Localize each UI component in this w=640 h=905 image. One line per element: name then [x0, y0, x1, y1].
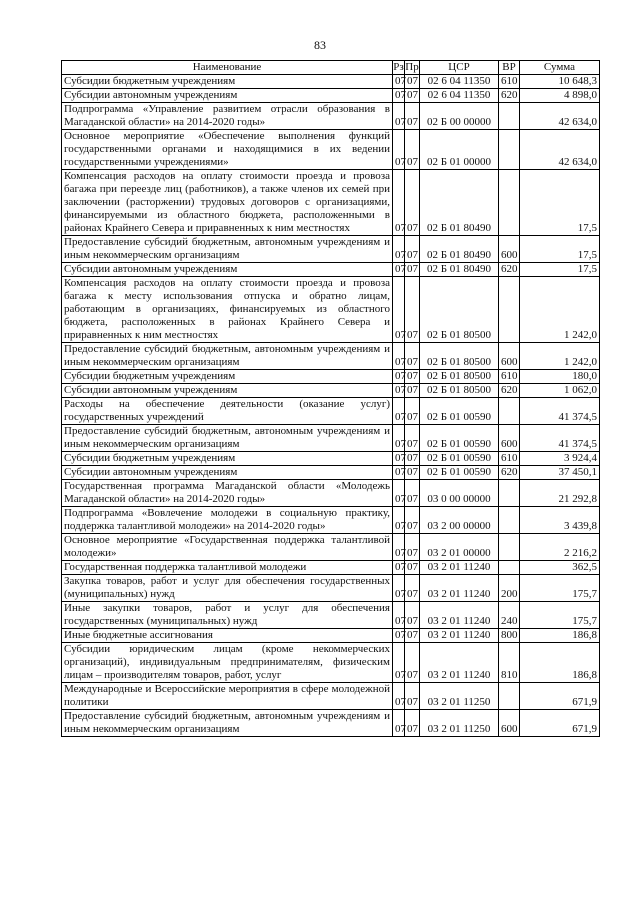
row-rz: 07 [393, 75, 405, 89]
row-pr: 07 [405, 384, 420, 398]
row-name: Подпрограмма «Управление развитием отрасли образования в Магаданской области» на 2014-2020 годы» [62, 103, 393, 130]
row-name: Расходы на обеспечение деятельности (оказание услуг) государственных учреждений [62, 398, 393, 425]
row-rz: 07 [393, 384, 405, 398]
row-rz: 07 [393, 343, 405, 370]
row-vr [499, 561, 520, 575]
row-vr [499, 398, 520, 425]
row-pr: 07 [405, 398, 420, 425]
row-csr: 03 2 01 11240 [420, 575, 499, 602]
row-name: Субсидии автономным учреждениям [62, 89, 393, 103]
row-name: Иные бюджетные ассигнования [62, 629, 393, 643]
row-csr: 02 Б 01 80500 [420, 277, 499, 343]
row-rz: 07 [393, 277, 405, 343]
row-rz: 07 [393, 263, 405, 277]
row-rz: 07 [393, 534, 405, 561]
row-csr: 02 Б 01 00000 [420, 130, 499, 170]
table-row [62, 236, 600, 263]
row-name: Подпрограмма «Вовлечение молодежи в социальную практику, поддержка талантливой молодежи» на 2014-2020 годы» [62, 507, 393, 534]
row-vr [499, 534, 520, 561]
row-vr [499, 130, 520, 170]
row-rz: 07 [393, 561, 405, 575]
row-vr [499, 507, 520, 534]
row-sum: 186,8 [520, 629, 600, 643]
row-csr: 02 Б 01 80500 [420, 343, 499, 370]
row-sum: 186,8 [520, 643, 600, 683]
table-row [62, 561, 600, 575]
row-vr: 200 [499, 575, 520, 602]
table-row [62, 643, 600, 683]
table-row [62, 452, 600, 466]
row-csr: 02 6 04 11350 [420, 89, 499, 103]
row-pr: 07 [405, 452, 420, 466]
row-pr: 07 [405, 75, 420, 89]
row-pr: 07 [405, 370, 420, 384]
table-row [62, 89, 600, 103]
row-pr: 07 [405, 89, 420, 103]
row-name: Субсидии бюджетным учреждениям [62, 75, 393, 89]
row-rz: 07 [393, 398, 405, 425]
row-csr: 02 Б 01 80500 [420, 384, 499, 398]
row-rz: 07 [393, 370, 405, 384]
table-row [62, 343, 600, 370]
row-sum: 41 374,5 [520, 398, 600, 425]
row-csr: 03 2 01 11250 [420, 710, 499, 737]
row-name: Иные закупки товаров, работ и услуг для обеспечения государственных (муниципальных) нужд [62, 602, 393, 629]
table-body [62, 75, 600, 737]
row-pr: 07 [405, 263, 420, 277]
budget-table [61, 60, 600, 737]
header-sum: Сумма [520, 61, 600, 75]
row-name: Компенсация расходов на оплату стоимости проезда и провоза багажа при переезде лиц (работников), а также членов их семей при заключении (расторжении) трудовых договоров с организациями, финансируемыми из областного бюджета, расположенными в районах Крайнего Севера и приравненных к ним местностях [62, 170, 393, 236]
row-sum: 42 634,0 [520, 130, 600, 170]
table-row [62, 466, 600, 480]
row-sum: 3 924,4 [520, 452, 600, 466]
row-vr: 240 [499, 602, 520, 629]
row-vr: 600 [499, 236, 520, 263]
row-rz: 07 [393, 629, 405, 643]
table-row [62, 602, 600, 629]
row-csr: 03 2 01 11240 [420, 561, 499, 575]
table-row [62, 370, 600, 384]
row-vr: 600 [499, 710, 520, 737]
row-rz: 07 [393, 710, 405, 737]
table-header [62, 61, 600, 75]
row-name: Основное мероприятие «Обеспечение выполнения функций государственными органами и находящимися в их ведении государственными учреждениями» [62, 130, 393, 170]
row-sum: 2 216,2 [520, 534, 600, 561]
row-sum: 1 242,0 [520, 277, 600, 343]
row-sum: 1 062,0 [520, 384, 600, 398]
row-rz: 07 [393, 683, 405, 710]
row-sum: 175,7 [520, 602, 600, 629]
row-pr: 07 [405, 236, 420, 263]
row-name: Компенсация расходов на оплату стоимости проезда и провоза багажа к месту использования отпуска и обратно лицам, работающим в организациях, финансируемых из областного бюджета, расположенных в районах Крайнего Севера и приравненных к ним местностях [62, 277, 393, 343]
row-vr: 620 [499, 384, 520, 398]
table-row [62, 130, 600, 170]
table-row [62, 277, 600, 343]
row-sum: 175,7 [520, 575, 600, 602]
table-row [62, 629, 600, 643]
row-csr: 02 Б 01 80490 [420, 236, 499, 263]
row-vr: 610 [499, 370, 520, 384]
row-name: Субсидии юридическим лицам (кроме некоммерческих организаций), индивидуальным предпринимателям, физическим лицам – производителям товаров, работ, услуг [62, 643, 393, 683]
row-pr: 07 [405, 643, 420, 683]
header-vr: ВР [499, 61, 520, 75]
row-name: Основное мероприятие «Государственная поддержка талантливой молодежи» [62, 534, 393, 561]
table-row [62, 507, 600, 534]
page-number: 83 [314, 38, 326, 52]
row-name: Субсидии автономным учреждениям [62, 466, 393, 480]
header-row [62, 61, 600, 75]
row-csr: 03 2 01 00000 [420, 534, 499, 561]
row-name: Государственная поддержка талантливой молодежи [62, 561, 393, 575]
row-vr [499, 480, 520, 507]
row-pr: 07 [405, 130, 420, 170]
row-sum: 17,5 [520, 170, 600, 236]
table-row [62, 103, 600, 130]
row-vr: 610 [499, 452, 520, 466]
row-name: Международные и Всероссийские мероприятия в сфере молодежной политики [62, 683, 393, 710]
row-name: Субсидии автономным учреждениям [62, 384, 393, 398]
row-vr: 800 [499, 629, 520, 643]
row-pr: 07 [405, 480, 420, 507]
row-sum: 10 648,3 [520, 75, 600, 89]
row-pr: 07 [405, 683, 420, 710]
row-sum: 37 450,1 [520, 466, 600, 480]
row-csr: 02 6 04 11350 [420, 75, 499, 89]
row-rz: 07 [393, 170, 405, 236]
row-sum: 42 634,0 [520, 103, 600, 130]
table-row [62, 534, 600, 561]
row-vr [499, 103, 520, 130]
row-sum: 21 292,8 [520, 480, 600, 507]
row-vr: 810 [499, 643, 520, 683]
row-pr: 07 [405, 425, 420, 452]
row-name: Предоставление субсидий бюджетным, автономным учреждениям и иным некоммерческим организациям [62, 236, 393, 263]
row-rz: 07 [393, 480, 405, 507]
row-sum: 671,9 [520, 710, 600, 737]
row-pr: 07 [405, 103, 420, 130]
row-pr: 07 [405, 277, 420, 343]
row-rz: 07 [393, 507, 405, 534]
row-vr: 610 [499, 75, 520, 89]
header-csr: ЦСР [420, 61, 499, 75]
table-row [62, 710, 600, 737]
row-name: Предоставление субсидий бюджетным, автономным учреждениям и иным некоммерческим организациям [62, 343, 393, 370]
row-pr: 07 [405, 170, 420, 236]
table-row [62, 425, 600, 452]
table-row [62, 263, 600, 277]
row-rz: 07 [393, 89, 405, 103]
row-pr: 07 [405, 575, 420, 602]
row-name: Государственная программа Магаданской области «Молодежь Магаданской области» на 2014-2020 годы» [62, 480, 393, 507]
row-csr: 03 2 01 11240 [420, 602, 499, 629]
row-sum: 3 439,8 [520, 507, 600, 534]
row-vr [499, 170, 520, 236]
header-rz: Рз [393, 61, 404, 73]
row-csr: 02 Б 00 00000 [420, 103, 499, 130]
row-name: Субсидии бюджетным учреждениям [62, 370, 393, 384]
row-name: Предоставление субсидий бюджетным, автономным учреждениям и иным некоммерческим организациям [62, 425, 393, 452]
row-csr: 02 Б 01 00590 [420, 452, 499, 466]
row-rz: 07 [393, 452, 405, 466]
row-rz: 07 [393, 602, 405, 629]
row-rz: 07 [393, 466, 405, 480]
row-csr: 02 Б 01 80500 [420, 370, 499, 384]
row-csr: 02 Б 01 80490 [420, 170, 499, 236]
row-vr [499, 277, 520, 343]
row-pr: 07 [405, 561, 420, 575]
row-rz: 07 [393, 575, 405, 602]
row-vr: 620 [499, 466, 520, 480]
row-rz: 07 [393, 643, 405, 683]
row-sum: 362,5 [520, 561, 600, 575]
row-vr: 600 [499, 425, 520, 452]
row-csr: 02 Б 01 80490 [420, 263, 499, 277]
row-csr: 02 Б 01 00590 [420, 466, 499, 480]
table-row [62, 480, 600, 507]
table-row [62, 575, 600, 602]
table-row [62, 170, 600, 236]
row-rz: 07 [393, 425, 405, 452]
row-sum: 17,5 [520, 263, 600, 277]
row-csr: 03 0 00 00000 [420, 480, 499, 507]
row-sum: 180,0 [520, 370, 600, 384]
row-pr: 07 [405, 466, 420, 480]
row-vr: 600 [499, 343, 520, 370]
row-pr: 07 [405, 629, 420, 643]
row-pr: 07 [405, 602, 420, 629]
row-csr: 03 2 01 11250 [420, 683, 499, 710]
header-name: Наименование [62, 61, 393, 75]
row-csr: 03 2 01 11240 [420, 643, 499, 683]
table-row [62, 398, 600, 425]
row-pr: 07 [405, 343, 420, 370]
row-rz: 07 [393, 130, 405, 170]
row-csr: 03 2 00 00000 [420, 507, 499, 534]
row-pr: 07 [405, 507, 420, 534]
row-sum: 41 374,5 [520, 425, 600, 452]
row-csr: 02 Б 01 00590 [420, 398, 499, 425]
row-vr: 620 [499, 263, 520, 277]
row-name: Закупка товаров, работ и услуг для обеспечения государственных (муниципальных) нужд [62, 575, 393, 602]
table-row [62, 384, 600, 398]
row-sum: 4 898,0 [520, 89, 600, 103]
row-sum: 17,5 [520, 236, 600, 263]
row-name: Предоставление субсидий бюджетным, автономным учреждениям и иным некоммерческим организациям [62, 710, 393, 737]
row-rz: 07 [393, 103, 405, 130]
row-pr: 07 [405, 534, 420, 561]
table-row [62, 683, 600, 710]
row-name: Субсидии бюджетным учреждениям [62, 452, 393, 466]
row-csr: 02 Б 01 00590 [420, 425, 499, 452]
row-rz: 07 [393, 236, 405, 263]
row-name: Субсидии автономным учреждениям [62, 263, 393, 277]
table-row [62, 75, 600, 89]
row-pr: 07 [405, 710, 420, 737]
row-sum: 1 242,0 [520, 343, 600, 370]
row-csr: 03 2 01 11240 [420, 629, 499, 643]
header-pr: Пр [405, 61, 419, 73]
row-vr: 620 [499, 89, 520, 103]
row-vr [499, 683, 520, 710]
row-sum: 671,9 [520, 683, 600, 710]
